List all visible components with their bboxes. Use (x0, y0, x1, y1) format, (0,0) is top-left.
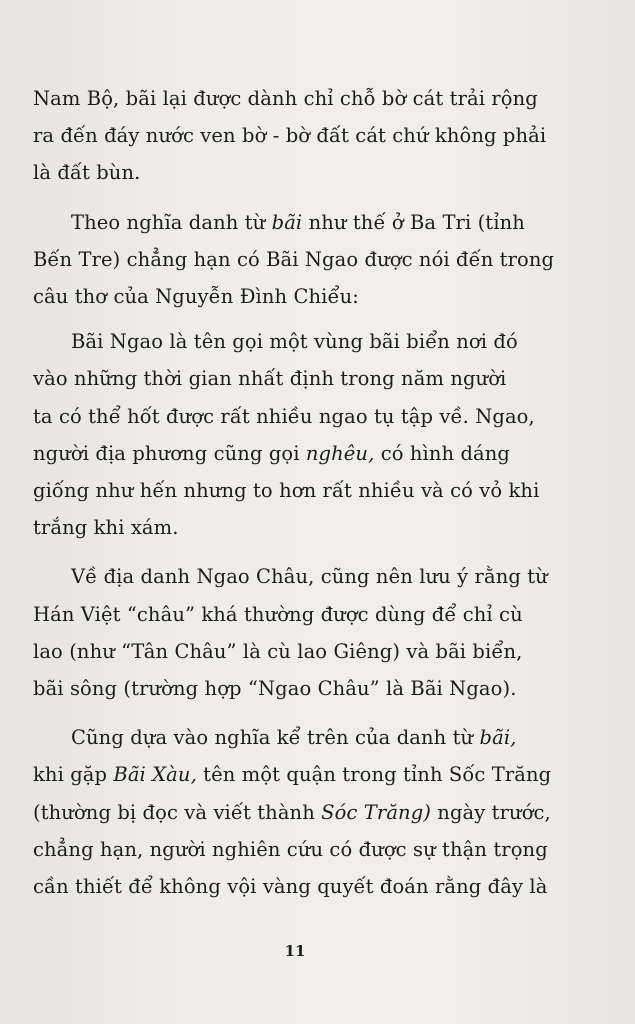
text-line (33, 435, 553, 472)
paragraph-4 (33, 558, 553, 707)
text-line: chẳng hạn, người nghiên cứu có được sự thận trọng (33, 837, 548, 861)
text-line: giống như hến nhưng to hơn rất nhiều và có vỏ khi (33, 479, 540, 503)
text-run: ngày trước, (431, 800, 551, 824)
text-line: lao (như “Tân Châu” là cù lao Giêng) và bãi biển, (33, 639, 523, 663)
text-run: người địa phương cũng gọi (33, 441, 306, 465)
text-line (33, 719, 553, 756)
text-line: là đất bùn. (33, 161, 141, 185)
italic-term: bãi, (479, 726, 517, 750)
text-line: Bến Tre) chẳng hạn có Bãi Ngao được nói đến trong (33, 247, 555, 271)
text-line: câu thơ của Nguyễn Đình Chiểu: (33, 285, 359, 309)
text-line: Bãi Ngao là tên gọi một vùng bãi biển nơi đó (71, 330, 518, 354)
text-run: Cũng dựa vào nghĩa kể trên của danh từ (71, 726, 480, 750)
text-run: khi gặp (33, 763, 114, 787)
text-line: bãi sông (trường hợp “Ngao Châu” là Bãi Ngao). (33, 677, 517, 701)
text-run: (thường bị đọc và viết thành (33, 800, 322, 824)
text-run: như thế ở Ba Tri (tỉnh (302, 210, 525, 234)
text-line: Hán Việt “châu” khá thường được dùng để chỉ cù (33, 602, 523, 626)
page-number: 11 (284, 942, 306, 960)
paragraph-1 (33, 80, 553, 192)
italic-term: nghêu, (305, 441, 375, 465)
italic-term: Sóc Trăng) (321, 800, 431, 824)
text-line (33, 204, 553, 241)
text-line: Về địa danh Ngao Châu, cũng nên lưu ý rằng từ (71, 565, 548, 589)
text-line: Nam Bộ, bãi lại được dành chỉ chỗ bờ cát trải rộng (33, 87, 538, 110)
text-run: Theo nghĩa danh từ (71, 210, 272, 234)
text-run: tên một quận trong tỉnh Sốc Trăng (196, 763, 552, 787)
italic-term: Bãi Xàu, (113, 763, 197, 787)
text-line (33, 794, 553, 831)
text-line: cần thiết để không vội vàng quyết đoán rằng đây là (33, 875, 548, 899)
text-line: trắng khi xám. (33, 516, 179, 540)
body-text (33, 80, 553, 905)
italic-term: bãi (271, 210, 303, 234)
paragraph-3 (33, 323, 553, 546)
paragraph-5 (33, 719, 553, 905)
paragraph-2 (33, 204, 553, 316)
text-line: ta có thể hốt được rất nhiều ngao tụ tập về. Ngao, (33, 404, 535, 428)
text-run: có hình dáng (374, 441, 511, 465)
text-line (33, 756, 553, 793)
text-line: vào những thời gian nhất định trong năm người (33, 367, 507, 391)
text-line: ra đến đáy nước ven bờ - bờ đất cát chứ không phải (33, 124, 547, 148)
